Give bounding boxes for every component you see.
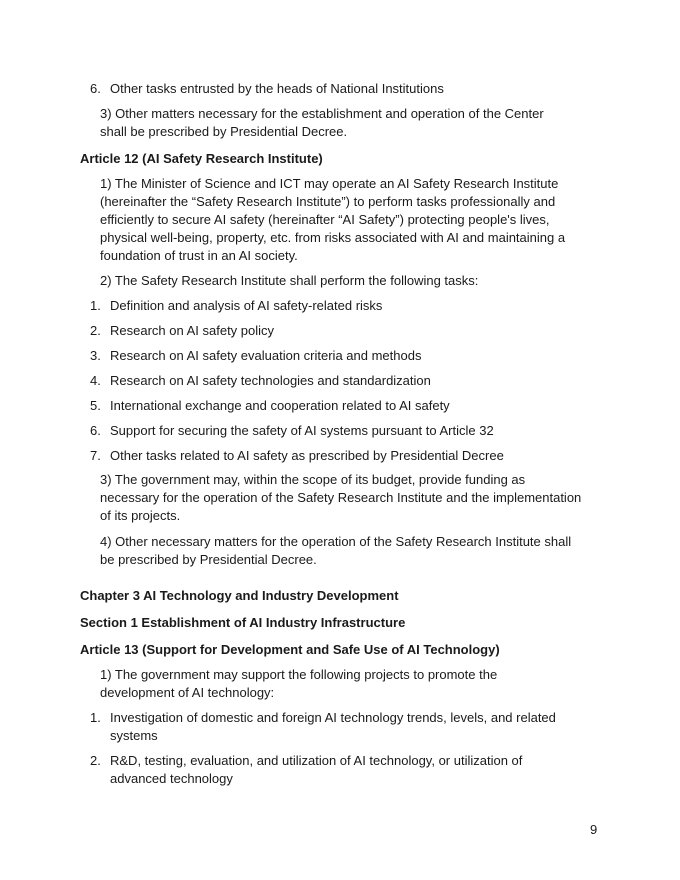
paragraph-line: physical well-being, property, etc. from risks associated with AI and maintaining a bbox=[100, 230, 566, 245]
paragraph-line: 4) Other necessary matters for the operation of the Safety Research Institute shall bbox=[100, 534, 572, 549]
list-item: 2. R&D, testing, evaluation, and utilization of AI technology, or utilization of bbox=[90, 753, 523, 768]
paragraph-line: shall be prescribed by Presidential Decree. bbox=[100, 124, 348, 139]
paragraph-line: (hereinafter the “Safety Research Institute”) to perform tasks professionally and bbox=[100, 194, 556, 209]
list-item: 2. Research on AI safety policy bbox=[90, 323, 275, 338]
paragraph-line: 2) The Safety Research Institute shall perform the following tasks: bbox=[100, 273, 479, 288]
list-item-continuation: systems bbox=[110, 728, 158, 743]
list-item: 5. International exchange and cooperation related to AI safety bbox=[90, 398, 450, 413]
page-number: 9 bbox=[590, 822, 598, 837]
paragraph-line: be prescribed by Presidential Decree. bbox=[100, 552, 317, 567]
list-item: 6. Support for securing the safety of AI systems pursuant to Article 32 bbox=[90, 423, 494, 438]
paragraph-line: of its projects. bbox=[100, 508, 181, 523]
list-item: 4. Research on AI safety technologies and standardization bbox=[90, 373, 431, 388]
list-item: 3. Research on AI safety evaluation criteria and methods bbox=[90, 348, 422, 363]
paragraph-line: foundation of trust in an AI society. bbox=[100, 248, 298, 263]
article-12-heading: Article 12 (AI Safety Research Institute) bbox=[80, 151, 323, 166]
paragraph-line: development of AI technology: bbox=[100, 685, 275, 700]
article-13-heading: Article 13 (Support for Development and Safe Use of AI Technology) bbox=[80, 642, 500, 657]
paragraph-line: 1) The government may support the following projects to promote the bbox=[100, 667, 498, 682]
list-item: 1. Definition and analysis of AI safety-related risks bbox=[90, 298, 383, 313]
paragraph-line: necessary for the operation of the Safety Research Institute and the implementation bbox=[100, 490, 582, 505]
list-item: 1. Investigation of domestic and foreign AI technology trends, levels, and related bbox=[90, 710, 556, 725]
paragraph-line: 3) The government may, within the scope of its budget, provide funding as bbox=[100, 472, 526, 487]
paragraph-line: 1) The Minister of Science and ICT may operate an AI Safety Research Institute bbox=[100, 176, 559, 191]
list-item: 6. Other tasks entrusted by the heads of National Institutions bbox=[90, 81, 444, 96]
chapter-heading: Chapter 3 AI Technology and Industry Development bbox=[80, 588, 399, 603]
list-item-continuation: advanced technology bbox=[110, 771, 233, 786]
section-heading: Section 1 Establishment of AI Industry Infrastructure bbox=[80, 615, 406, 630]
paragraph-line: 3) Other matters necessary for the establishment and operation of the Center bbox=[100, 106, 544, 121]
list-item: 7. Other tasks related to AI safety as prescribed by Presidential Decree bbox=[90, 448, 504, 463]
paragraph-line: efficiently to secure AI safety (hereinafter “AI Safety”) protecting people's lives, bbox=[100, 212, 550, 227]
